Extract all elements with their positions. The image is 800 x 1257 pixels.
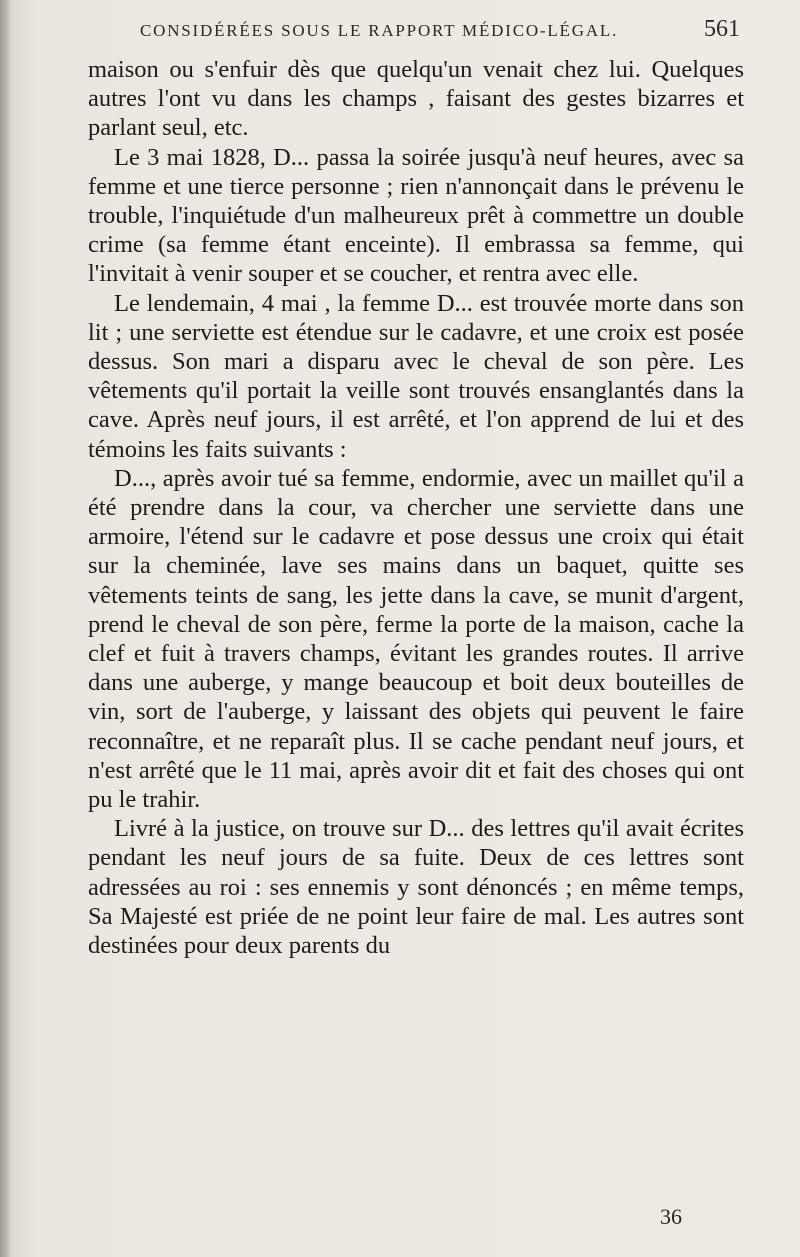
running-head xyxy=(140,16,740,43)
paragraph-evening: Le 3 mai 1828, D... passa la soirée jusqu'à neuf heures, avec sa femme et une tierce personne ; rien n'annonçait dans le prévenu le trouble, l'inquiétude d'un malheureux prêt à commettre un double crime (sa femme étant enceinte). Il embrassa sa femme, qui l'invitait à venir souper et se coucher, et rentra avec elle. xyxy=(88,143,744,288)
paragraph-facts: D..., après avoir tué sa femme, endormie, avec un maillet qu'il a été prendre dans la cour, va chercher une serviette dans une armoire, l'étend sur le cadavre et pose dessus une croix qui était sur la cheminée, lave ses mains dans un baquet, quitte ses vêtements teints de sang, les jette dans la cave, se munit d'argent, prend le cheval de son père, ferme la porte de la maison, cache la clef et fuit à travers champs, évitant les grandes routes. Il arrive dans une auberge, y mange beaucoup et boit deux bouteilles de vin, sort de l'auberge, y laissant des objets qui peuvent le faire reconnaître, et ne reparaît plus. Il se cache pendant neuf jours, et n'est arrêté que le 11 mai, après avoir dit et fait des choses qui ont pu le trahir. xyxy=(88,464,744,814)
signature-mark: 36 xyxy=(660,1204,682,1229)
page-number: 561 xyxy=(704,16,740,42)
paragraph-continuation: maison ou s'enfuir dès que quelqu'un venait chez lui. Quelques autres l'ont vu dans les champs , faisant des gestes bizarres et parlant seul, etc. xyxy=(88,56,744,142)
paragraph-next-day: Le lendemain, 4 mai , la femme D... est trouvée morte dans son lit ; une serviette est étendue sur le cadavre, et une croix est posée dessus. Son mari a disparu avec le cheval de son père. Les vêtements qu'il portait la veille sont trouvés ensanglantés dans la cave. Après neuf jours, il est arrêté, et l'on apprend de lui et des témoins les faits suivants : xyxy=(88,289,744,463)
binding-edge xyxy=(0,0,10,1257)
running-title: CONSIDÉRÉES SOUS LE RAPPORT MÉDICO-LÉGAL. xyxy=(140,21,619,40)
paragraph-justice: Livré à la justice, on trouve sur D... des lettres qu'il avait écrites pendant les neuf jours de sa fuite. Deux de ces lettres sont adressées au roi : ses ennemis y sont dénoncés ; en même temps, Sa Majesté est priée de ne point leur faire de mal. Les autres sont destinées pour deux parents du xyxy=(88,815,744,960)
body-text xyxy=(88,55,744,960)
